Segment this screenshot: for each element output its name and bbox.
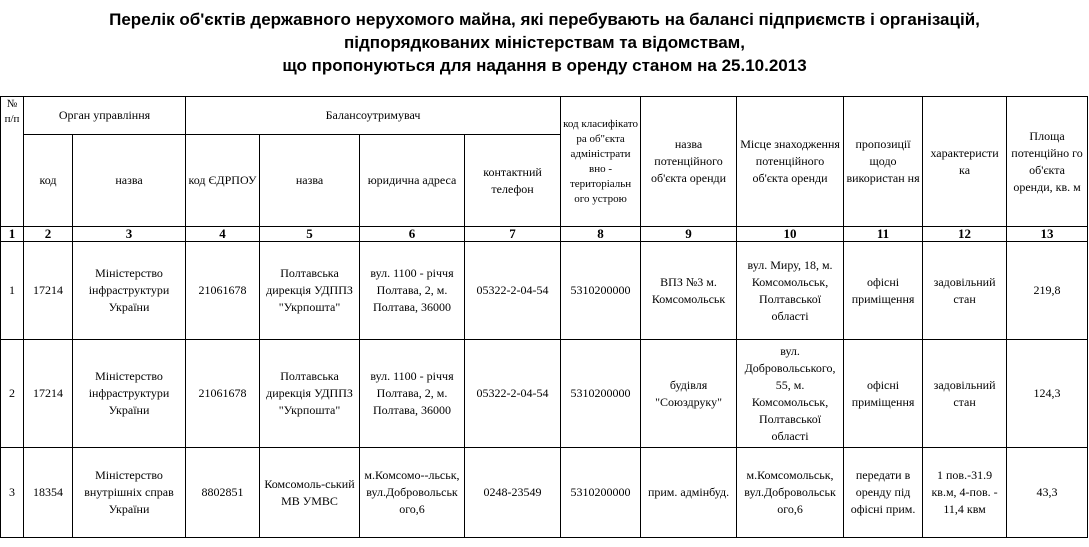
cell-num: 2: [1, 340, 24, 448]
cell-klas-code: 5310200000: [561, 448, 641, 538]
cell-klas-code: 5310200000: [561, 242, 641, 340]
cell-state: 1 пов.-31.9 кв.м, 4-пов. - 11,4 квм: [923, 448, 1007, 538]
column-number: 2: [24, 227, 73, 242]
cell-phone: 05322-2-04-54: [465, 340, 561, 448]
cell-organ-name: Міністерство внутрішніх справ України: [73, 448, 186, 538]
page-title: [0, 8, 1089, 77]
cell-location: вул. Добровольського, 55, м. Комсомольськ, Полтавської області: [737, 340, 844, 448]
property-table: [0, 96, 1088, 538]
cell-object: будівля "Союздруку": [641, 340, 737, 448]
header-characteristics: характеристи ка: [923, 97, 1007, 227]
cell-area: 219,8: [1007, 242, 1088, 340]
table-row: [1, 340, 1088, 448]
cell-bal-name: Полтавська дирекція УДППЗ "Укрпошта": [260, 242, 360, 340]
header-area: Площа потенційно го об'єкта оренди, кв. м: [1007, 97, 1088, 227]
cell-use: офісні приміщення: [844, 242, 923, 340]
cell-use: офісні приміщення: [844, 340, 923, 448]
column-number: 13: [1007, 227, 1088, 242]
cell-organ-name: Міністерство інфраструктури України: [73, 340, 186, 448]
header-organ-name: назва: [73, 135, 186, 227]
column-number: 5: [260, 227, 360, 242]
column-number: 3: [73, 227, 186, 242]
cell-address: вул. 1100 - річчя Полтава, 2, м. Полтава, 36000: [360, 340, 465, 448]
column-number: 6: [360, 227, 465, 242]
cell-bal-name: Комсомоль-ський МВ УМВС: [260, 448, 360, 538]
cell-phone: 05322-2-04-54: [465, 242, 561, 340]
table-row: [1, 448, 1088, 538]
column-number: 7: [465, 227, 561, 242]
title-line-2: підпорядкованих міністерствам та відомствам,: [344, 33, 745, 52]
cell-organ-code: 17214: [24, 340, 73, 448]
cell-organ-code: 18354: [24, 448, 73, 538]
column-number: 1: [1, 227, 24, 242]
cell-address: вул. 1100 - річчя Полтава, 2, м. Полтава, 36000: [360, 242, 465, 340]
column-number: 10: [737, 227, 844, 242]
cell-object: ВПЗ №3 м. Комсомольськ: [641, 242, 737, 340]
cell-use: передати в оренду під офісні прим.: [844, 448, 923, 538]
cell-address: м.Комсомо--льськ, вул.Добровольськ ого,6: [360, 448, 465, 538]
column-number: 12: [923, 227, 1007, 242]
cell-location: вул. Миру, 18, м. Комсомольськ, Полтавської області: [737, 242, 844, 340]
cell-num: 1: [1, 242, 24, 340]
cell-state: задовільний стан: [923, 340, 1007, 448]
header-edrpou: код ЄДРПОУ: [186, 135, 260, 227]
header-proposals: пропозиції щодо використан ня: [844, 97, 923, 227]
table-row: [1, 242, 1088, 340]
header-row-1: [1, 97, 1088, 135]
header-bal-name: назва: [260, 135, 360, 227]
cell-edrpou: 21061678: [186, 242, 260, 340]
column-number: 11: [844, 227, 923, 242]
column-number-row: [1, 227, 1088, 242]
cell-area: 124,3: [1007, 340, 1088, 448]
header-object-name: назва потенційного об'єкта оренди: [641, 97, 737, 227]
header-num: № п/п: [1, 97, 24, 227]
cell-organ-name: Міністерство інфраструктури України: [73, 242, 186, 340]
title-line-3: що пропонуються для надання в оренду станом на 25.10.2013: [282, 56, 807, 75]
cell-state: задовільний стан: [923, 242, 1007, 340]
cell-phone: 0248-23549: [465, 448, 561, 538]
cell-edrpou: 21061678: [186, 340, 260, 448]
cell-num: 3: [1, 448, 24, 538]
header-phone: контактний телефон: [465, 135, 561, 227]
header-organ-code: код: [24, 135, 73, 227]
cell-organ-code: 17214: [24, 242, 73, 340]
cell-klas-code: 5310200000: [561, 340, 641, 448]
cell-area: 43,3: [1007, 448, 1088, 538]
header-location: Місце знаходження потенційного об'єкта оренди: [737, 97, 844, 227]
header-klas-code: код класифікато ра об"єкта адміністрати вно - територіальн ого устрою: [561, 97, 641, 227]
cell-edrpou: 8802851: [186, 448, 260, 538]
title-line-1: Перелік об'єктів державного нерухомого майна, які перебувають на балансі підприємств і організацій,: [109, 10, 980, 29]
header-legal-address: юридична адреса: [360, 135, 465, 227]
cell-bal-name: Полтавська дирекція УДППЗ "Укрпошта": [260, 340, 360, 448]
column-number: 9: [641, 227, 737, 242]
header-balance-group: Балансоутримувач: [186, 97, 561, 135]
column-number: 8: [561, 227, 641, 242]
cell-object: прим. адмінбуд.: [641, 448, 737, 538]
column-number: 4: [186, 227, 260, 242]
header-organ-group: Орган управління: [24, 97, 186, 135]
cell-location: м.Комсомольськ, вул.Добровольськ ого,6: [737, 448, 844, 538]
